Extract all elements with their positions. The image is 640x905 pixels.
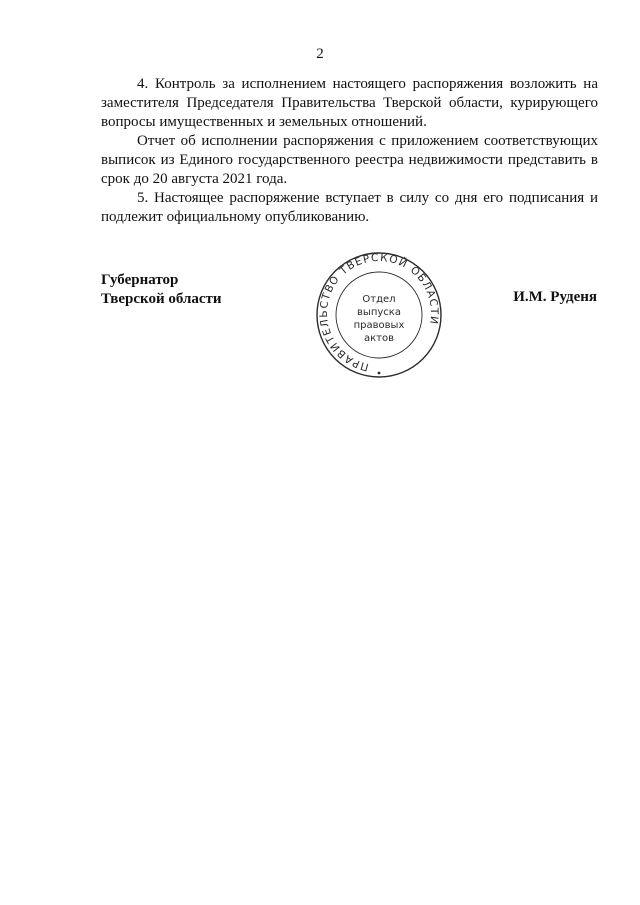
paragraph-item-5: 5. Настоящее распоряжение вступает в силу со дня его подписания и подлежит официальному опубликованию. (101, 190, 598, 225)
document-body (101, 75, 598, 227)
stamp-dot (378, 372, 381, 375)
stamp-center-line-1: Отдел (362, 294, 396, 305)
signatory-title-line2: Тверской области (101, 291, 222, 307)
paragraph-item-4: 4. Контроль за исполнением настоящего распоряжения возложить на заместителя Председателя Правительства Тверской области, курирующего вопросы имущественных и земельных отношений. (101, 76, 598, 130)
paragraph-report: Отчет об исполнении распоряжения с приложением соответствующих выписок из Единого государственного реестра недвижимости представить в срок до 20 августа 2021 года. (101, 133, 598, 187)
signatory-title (101, 271, 222, 309)
stamp-center-line-2: выпуска (357, 307, 401, 318)
stamp-center-line-3: правовых (353, 320, 405, 331)
stamp-ring-text: ПРАВИТЕЛЬСТВО ТВЕРСКОЙ ОБЛАСТИ (317, 251, 441, 373)
signatory-name: И.М. Руденя (513, 289, 597, 305)
page-number: 2 (316, 46, 324, 62)
signatory-title-line1: Губернатор (101, 272, 179, 288)
stamp-center-line-4: актов (363, 333, 395, 344)
official-stamp (315, 249, 443, 381)
